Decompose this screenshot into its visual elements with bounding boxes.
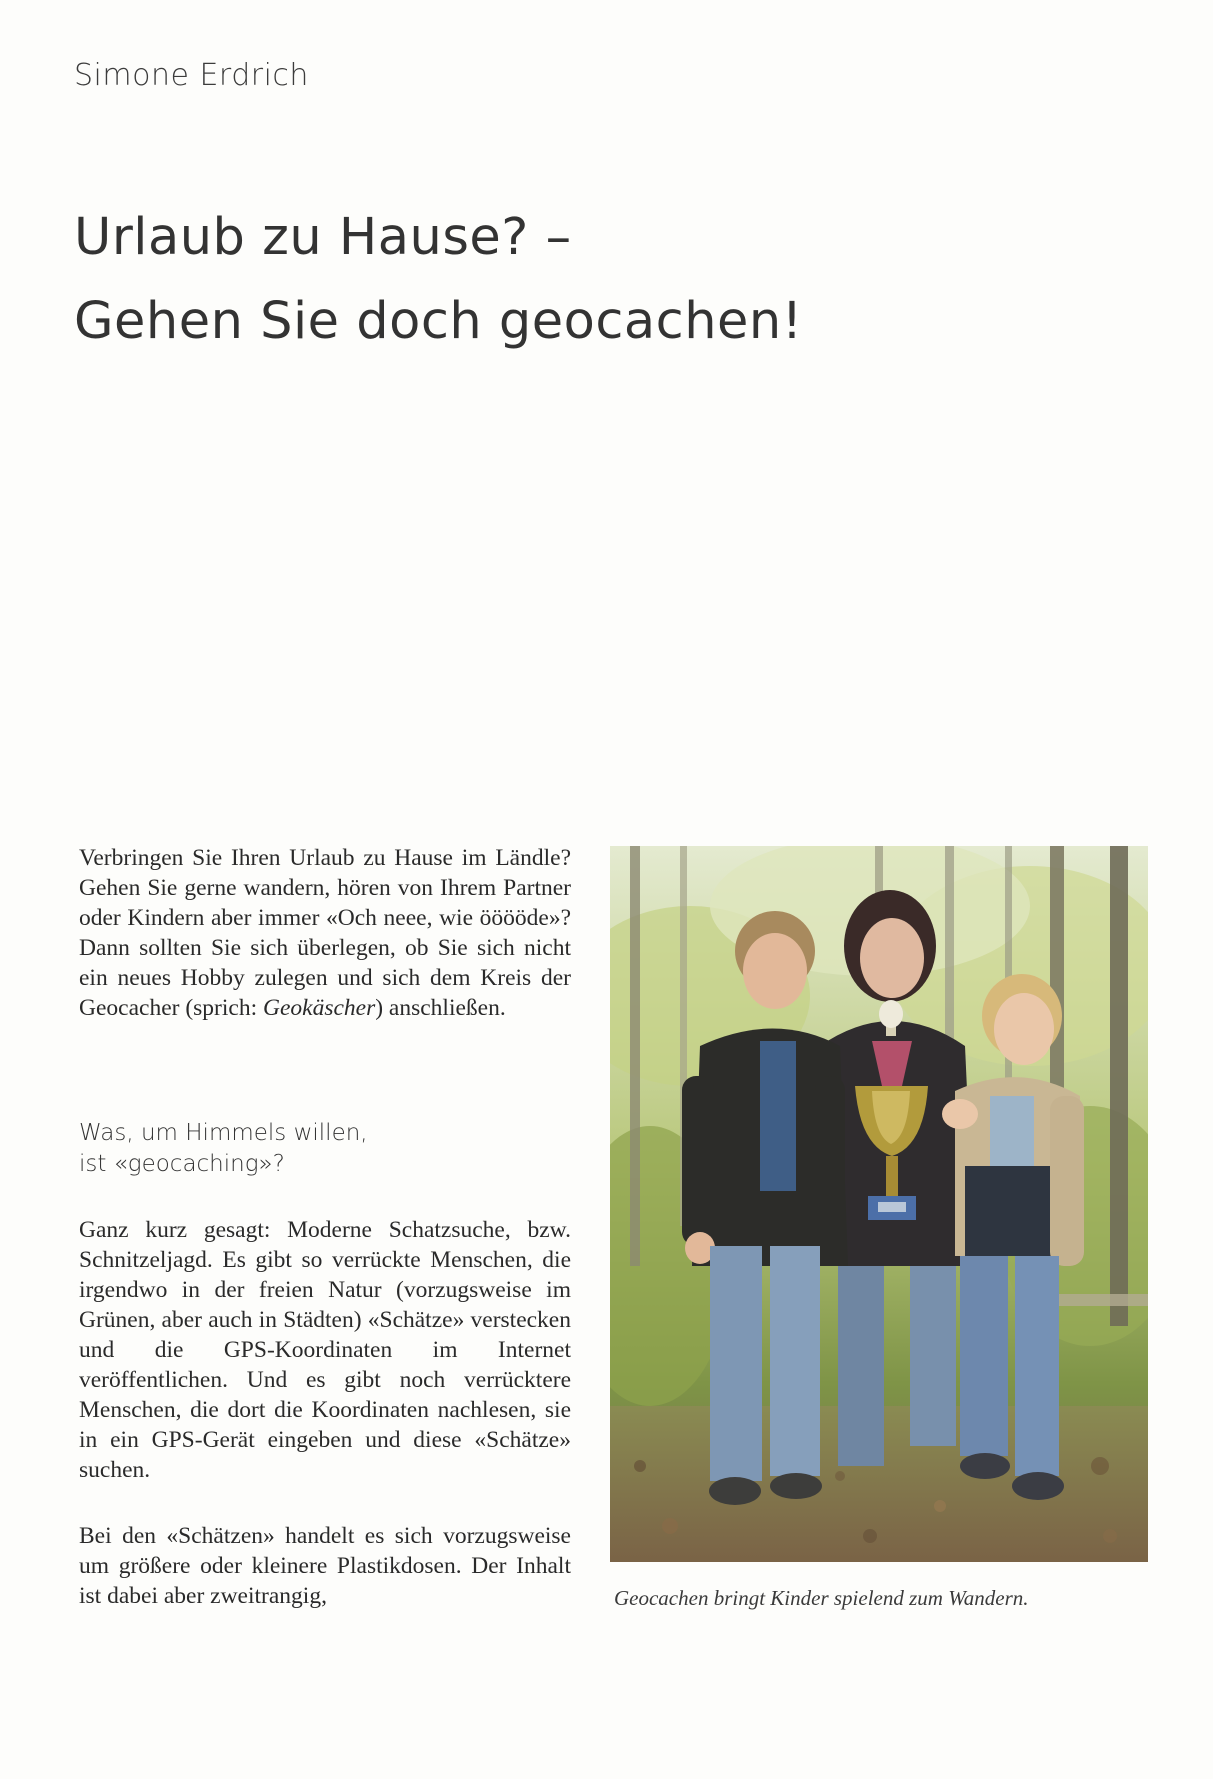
section-heading-line-2: ist «geocaching»?	[79, 1151, 285, 1177]
photo-caption: Geocachen bringt Kinder spielend zum Wandern.	[614, 1586, 1029, 1610]
body-paragraph-2: Bei den «Schätzen» handelt es sich vorzugsweise um größere oder kleinere Plastikdosen. Der Inhalt ist dabei aber zweitrangig,	[79, 1523, 571, 1609]
body-paragraph-1: Ganz kurz gesagt: Moderne Schatzsuche, bzw. Schnitzeljagd. Es gibt so verrückte Menschen, die irgendwo in der freien Natur (vorzugsweise im Grünen, aber auch in Städten) «Schätze» verstecken und die GPS-Koordinaten im Internet veröffentlichen. Und es gibt noch verrücktere Menschen, die dort die Koordinaten nachlesen, sie in ein GPS-Gerät eingeben und diese «Schätze» suchen.	[79, 1217, 571, 1483]
section-heading-line-1: Was, um Himmels willen,	[79, 1120, 368, 1146]
title-line-1: Urlaub zu Hause? –	[74, 208, 572, 267]
author-name: Simone Erdrich	[74, 58, 309, 93]
article-photo	[610, 846, 1148, 1562]
title-line-2: Gehen Sie doch geocachen!	[74, 292, 803, 351]
intro-text-after: ) anschließen.	[375, 995, 506, 1021]
intro-text-before: Verbringen Sie Ihren Urlaub zu Hause im Ländle? Gehen Sie gerne wandern, hören von Ihrem Partner oder Kindern aber immer «Och neee, wie ööööde»? Dann sollten Sie sich überlegen, ob Sie sich nicht ein neues Hobby zulegen und sich dem Kreis der Geocacher (sprich:	[79, 845, 571, 1021]
intro-text-italic: Geokäscher	[262, 995, 376, 1021]
article-title	[74, 196, 803, 364]
intro-paragraph	[79, 843, 571, 1023]
photo-illustration	[610, 846, 1148, 1562]
section-heading	[79, 1118, 368, 1180]
